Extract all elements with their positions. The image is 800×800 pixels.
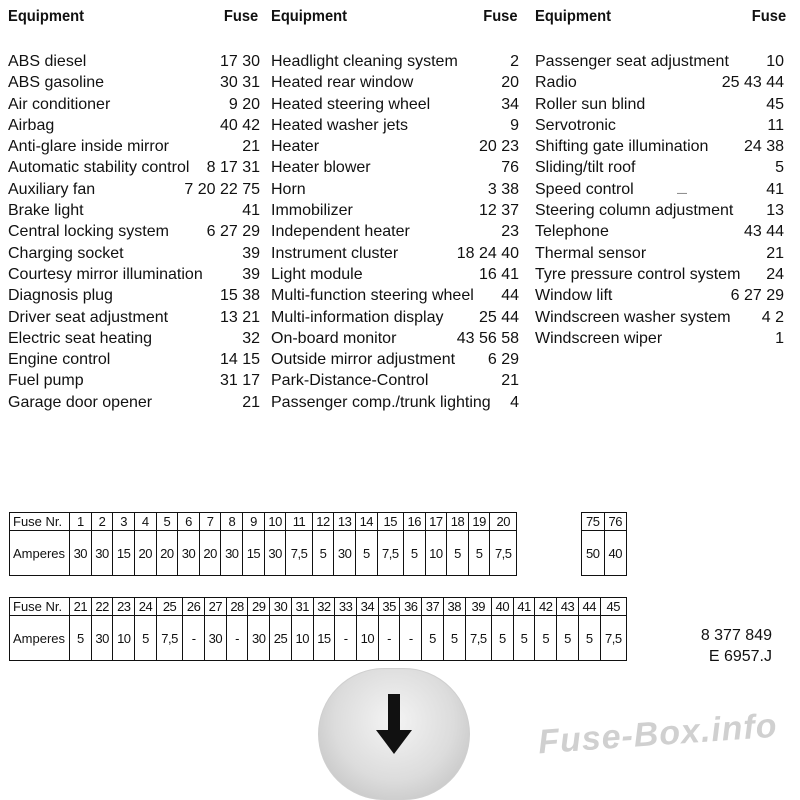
equipment-fuses: 12 37 (478, 202, 519, 220)
fuse-number-cell: 16 (403, 513, 425, 531)
equipment-fuses: 17 30 (219, 53, 260, 70)
equipment-row (8, 221, 260, 242)
fuse-number-cell: 14 (355, 513, 377, 531)
fuse-number-cell: 18 (447, 513, 469, 531)
equipment-column-3 (535, 6, 787, 347)
watermark: Fuse-Box.info (537, 706, 779, 762)
amperes-cell: 15 (113, 531, 135, 576)
equipment-name: Heater (271, 138, 320, 156)
equipment-fuses: 21 (501, 372, 519, 390)
amperes-row (582, 531, 627, 576)
equipment-fuses: 7 20 22 75 (184, 180, 260, 198)
column-header (271, 6, 518, 28)
fuse-number-cell: 43 (557, 598, 579, 616)
fuse-number-cell: 3 (113, 513, 135, 531)
equipment-name: Horn (271, 180, 306, 198)
amperes-cell: 7,5 (490, 531, 517, 576)
equipment-fuses: 30 31 (219, 74, 260, 92)
fuse-number-cell: 31 (291, 598, 313, 616)
equipment-row (8, 157, 260, 178)
equipment-row (535, 285, 784, 306)
row-label-amperes: Amperes (10, 616, 70, 661)
equipment-fuses: 25 43 44 (721, 74, 784, 92)
equipment-row (271, 370, 519, 391)
equipment-fuses: 10 (766, 53, 784, 70)
equipment-row (271, 328, 519, 349)
equipment-fuses: 9 20 (228, 95, 260, 113)
equipment-row (535, 179, 784, 200)
fuse-number-cell: 76 (604, 513, 627, 531)
equipment-fuses: 23 (501, 223, 519, 241)
equipment-fuses: 41 (766, 180, 784, 198)
amperes-cell: 25 (270, 616, 292, 661)
amperes-cell: - (378, 616, 400, 661)
fuse-number-cell: 1 (70, 513, 92, 531)
equipment-fuses: 1 (775, 329, 784, 347)
equipment-fuses: 6 27 29 (730, 287, 784, 305)
equipment-fuses: 14 15 (219, 351, 260, 369)
equipment-fuses: 15 38 (219, 287, 260, 305)
amperes-cell: 10 (357, 616, 379, 661)
equipment-row (271, 221, 519, 242)
fuse-number-cell: 6 (178, 513, 200, 531)
equipment-row (271, 243, 519, 264)
amperes-cell: 7,5 (286, 531, 312, 576)
fuse-number-cell: 23 (113, 598, 135, 616)
equipment-name: Park-Distance-Control (271, 372, 429, 390)
equipment-fuses: 39 (242, 265, 260, 283)
equipment-name: Roller sun blind (535, 95, 646, 113)
equipment-name: Airbag (8, 116, 55, 134)
equipment-name: Instrument cluster (271, 244, 399, 262)
equipment-row (271, 51, 519, 72)
amperes-cell: 7,5 (465, 616, 491, 661)
fuse-number-cell: 4 (134, 513, 156, 531)
equipment-row (535, 221, 784, 242)
equipment-row (8, 370, 260, 391)
fuse-number-cell: 21 (70, 598, 92, 616)
equipment-row (8, 200, 260, 221)
fuse-number-cell: 35 (378, 598, 400, 616)
equipment-name: Headlight cleaning system (271, 53, 458, 70)
equipment-row (535, 94, 784, 115)
equipment-row (271, 200, 519, 221)
down-arrow-icon (374, 690, 414, 760)
equipment-name: Auxiliary fan (8, 180, 96, 198)
equipment-name: Air conditioner (8, 95, 111, 113)
equipment-fuses: 21 (242, 393, 260, 411)
equipment-fuses: 21 (766, 244, 784, 262)
equipment-name: On-board monitor (271, 329, 397, 347)
fuse-table-21-45 (9, 597, 627, 661)
amperes-cell: - (183, 616, 205, 661)
equipment-fuses: 6 29 (487, 351, 519, 369)
equipment-name: Engine control (8, 351, 111, 369)
amperes-cell: 7,5 (377, 531, 403, 576)
fuse-number-cell: 26 (183, 598, 205, 616)
equipment-name: Heated rear window (271, 74, 414, 92)
amperes-cell: 5 (468, 531, 490, 576)
equipment-name: Servotronic (535, 116, 616, 134)
amperes-cell: - (335, 616, 357, 661)
equipment-name: ABS gasoline (8, 74, 105, 92)
amperes-cell: 30 (70, 531, 92, 576)
equipment-name: Electric seat heating (8, 329, 153, 347)
amperes-cell: 5 (535, 616, 557, 661)
column-header (535, 6, 787, 28)
header-fuse: Fuse (751, 8, 787, 25)
equipment-list (271, 51, 519, 413)
amperes-cell: 7,5 (156, 616, 182, 661)
equipment-row (271, 115, 519, 136)
equipment-fuses: 8 17 31 (206, 159, 260, 177)
amperes-cell: 30 (221, 531, 243, 576)
header-fuse: Fuse (223, 8, 259, 25)
row-label-fuse-nr: Fuse Nr. (10, 513, 70, 531)
equipment-row (8, 115, 260, 136)
fuse-number-cell: 17 (425, 513, 447, 531)
amperes-cell: 5 (70, 616, 92, 661)
fuse-number-cell: 24 (135, 598, 157, 616)
equipment-fuses: 24 38 (743, 138, 784, 156)
equipment-fuses: 32 (242, 329, 260, 347)
equipment-fuses: 2 (510, 53, 519, 70)
equipment-row (8, 285, 260, 306)
equipment-name: ABS diesel (8, 53, 87, 70)
amperes-cell: 5 (355, 531, 377, 576)
equipment-row (535, 72, 784, 93)
equipment-name: Multi-information display (271, 308, 444, 326)
equipment-name: Charging socket (8, 244, 124, 262)
equipment-name: Immobilizer (271, 202, 353, 220)
equipment-name: Garage door opener (8, 393, 153, 411)
equipment-name: Outside mirror adjustment (271, 351, 456, 369)
equipment-name: Speed control (535, 180, 634, 198)
fuse-number-cell: 44 (578, 598, 600, 616)
equipment-name: Passenger seat adjustment (535, 53, 729, 70)
equipment-name: Radio (535, 74, 577, 92)
equipment-fuses: 76 (501, 159, 519, 177)
fuse-number-cell: 9 (243, 513, 265, 531)
fuse-number-cell: 10 (264, 513, 286, 531)
equipment-row (535, 307, 784, 328)
fuse-number-cell: 30 (270, 598, 292, 616)
amperes-cell: 30 (248, 616, 270, 661)
amperes-cell: 5 (447, 531, 469, 576)
amperes-cell: 30 (334, 531, 356, 576)
equipment-fuses: 31 17 (219, 372, 260, 390)
equipment-fuses: 4 (510, 393, 519, 411)
fuse-number-cell: 27 (204, 598, 226, 616)
fuse-number-cell: 37 (422, 598, 444, 616)
equipment-fuses: 13 21 (219, 308, 260, 326)
fuse-number-cell: 40 (491, 598, 513, 616)
print-mark: — (677, 188, 687, 199)
equipment-name: Heated washer jets (271, 116, 408, 134)
equipment-row (271, 307, 519, 328)
equipment-list (535, 51, 784, 349)
equipment-row (271, 136, 519, 157)
equipment-fuses: 24 (766, 265, 784, 283)
amperes-cell: 30 (178, 531, 200, 576)
equipment-name: Brake light (8, 202, 84, 220)
equipment-name: Windscreen wiper (535, 329, 663, 347)
equipment-name: Anti-glare inside mirror (8, 138, 169, 156)
amperes-cell: 5 (135, 616, 157, 661)
fuse-number-cell: 33 (335, 598, 357, 616)
equipment-column-1 (8, 6, 260, 411)
amperes-cell: 5 (443, 616, 465, 661)
amperes-cell: 5 (557, 616, 579, 661)
edition-code: E 6957.J (708, 648, 772, 665)
amperes-row (10, 531, 517, 576)
equipment-fuses: 4 2 (761, 308, 784, 326)
equipment-row (8, 51, 260, 72)
equipment-name: Heated steering wheel (271, 95, 431, 113)
fuse-number-cell: 36 (400, 598, 422, 616)
fuse-number-cell: 45 (600, 598, 626, 616)
equipment-name: Steering column adjustment (535, 202, 734, 220)
equipment-row (8, 264, 260, 285)
fuse-number-cell: 75 (582, 513, 605, 531)
header-fuse: Fuse (483, 8, 518, 25)
amperes-row (10, 616, 627, 661)
fuse-number-cell: 22 (91, 598, 113, 616)
equipment-row (535, 136, 784, 157)
equipment-name: Independent heater (271, 223, 410, 241)
row-label-amperes: Amperes (10, 531, 70, 576)
amperes-cell: 5 (491, 616, 513, 661)
fuse-number-cell: 42 (535, 598, 557, 616)
equipment-row (535, 115, 784, 136)
equipment-column-2 (271, 6, 519, 411)
equipment-row (8, 349, 260, 370)
fuse-number-cell: 32 (313, 598, 335, 616)
fuse-number-row (582, 513, 627, 531)
equipment-row (535, 51, 784, 72)
equipment-row (8, 307, 260, 328)
amperes-cell: 30 (91, 531, 113, 576)
amperes-cell: 20 (134, 531, 156, 576)
amperes-cell: 30 (91, 616, 113, 661)
fuse-number-cell: 15 (377, 513, 403, 531)
amperes-cell: 10 (291, 616, 313, 661)
fuse-number-cell: 39 (465, 598, 491, 616)
equipment-row (271, 285, 519, 306)
equipment-name: Thermal sensor (535, 244, 647, 262)
fuse-number-row (10, 598, 627, 616)
equipment-row (271, 264, 519, 285)
equipment-fuses: 43 56 58 (456, 329, 519, 347)
equipment-name: Window lift (535, 287, 613, 305)
fuse-number-cell: 41 (513, 598, 535, 616)
equipment-name: Shifting gate illumination (535, 138, 709, 156)
equipment-fuses: 39 (242, 244, 260, 262)
equipment-row (271, 72, 519, 93)
equipment-fuses: 34 (501, 95, 519, 113)
fuse-table-75-76 (581, 512, 627, 576)
equipment-row (8, 328, 260, 349)
equipment-fuses: 3 38 (487, 180, 519, 198)
equipment-name: Sliding/tilt roof (535, 159, 636, 177)
equipment-name: Windscreen washer system (535, 308, 731, 326)
equipment-row (8, 136, 260, 157)
equipment-row (271, 157, 519, 178)
fuse-number-cell: 11 (286, 513, 312, 531)
amperes-cell: 10 (113, 616, 135, 661)
equipment-row (8, 179, 260, 200)
amperes-cell: 10 (425, 531, 447, 576)
equipment-row (535, 328, 784, 349)
amperes-cell: 15 (313, 616, 335, 661)
fuse-number-cell: 8 (221, 513, 243, 531)
equipment-fuses: 6 27 29 (206, 223, 260, 241)
amperes-cell: 30 (204, 616, 226, 661)
equipment-name: Automatic stability control (8, 159, 190, 177)
equipment-fuses: 41 (242, 202, 260, 220)
amperes-cell: 5 (312, 531, 334, 576)
amperes-cell: 5 (422, 616, 444, 661)
equipment-row (535, 264, 784, 285)
equipment-fuses: 5 (775, 159, 784, 177)
fuse-number-cell: 13 (334, 513, 356, 531)
equipment-row (271, 392, 519, 413)
row-label-fuse-nr: Fuse Nr. (10, 598, 70, 616)
fuse-number-cell: 7 (199, 513, 221, 531)
fuse-number-cell: 19 (468, 513, 490, 531)
fuse-number-cell: 12 (312, 513, 334, 531)
equipment-name: Heater blower (271, 159, 371, 177)
equipment-name: Central locking system (8, 223, 169, 241)
equipment-name: Courtesy mirror illumination (8, 265, 203, 283)
amperes-cell: - (226, 616, 248, 661)
equipment-fuses: 9 (510, 116, 519, 134)
equipment-row (8, 72, 260, 93)
equipment-fuses: 45 (766, 95, 784, 113)
equipment-fuses: 44 (501, 287, 519, 305)
amperes-cell: 50 (582, 531, 605, 576)
fuse-number-cell: 20 (490, 513, 517, 531)
header-equipment: Equipment (535, 8, 612, 25)
equipment-name: Fuel pump (8, 372, 84, 390)
equipment-name: Passenger comp./trunk lighting (271, 393, 491, 411)
equipment-row (535, 157, 784, 178)
amperes-cell: 7,5 (600, 616, 626, 661)
equipment-fuses: 20 (501, 74, 519, 92)
equipment-list (8, 51, 260, 413)
header-equipment: Equipment (271, 8, 348, 25)
equipment-fuses: 21 (242, 138, 260, 156)
amperes-cell: 5 (578, 616, 600, 661)
equipment-row (535, 200, 784, 221)
fuse-table-1-20 (9, 512, 517, 576)
fuse-number-row (10, 513, 517, 531)
equipment-fuses: 16 41 (478, 265, 519, 283)
equipment-fuses: 25 44 (478, 308, 519, 326)
equipment-fuses: 40 42 (219, 116, 260, 134)
amperes-cell: 15 (243, 531, 265, 576)
equipment-row (271, 94, 519, 115)
equipment-fuses: 43 44 (743, 223, 784, 241)
part-number: 8 377 849 (700, 627, 772, 644)
equipment-fuses: 11 (767, 116, 784, 134)
equipment-name: Light module (271, 265, 363, 283)
equipment-row (8, 94, 260, 115)
equipment-name: Tyre pressure control system (535, 265, 741, 283)
equipment-row (8, 392, 260, 413)
amperes-cell: 5 (513, 616, 535, 661)
equipment-name: Diagnosis plug (8, 287, 113, 305)
fuse-number-cell: 5 (156, 513, 178, 531)
equipment-name: Multi-function steering wheel (271, 287, 474, 305)
equipment-row (271, 349, 519, 370)
header-equipment: Equipment (8, 8, 85, 25)
fuse-number-cell: 2 (91, 513, 113, 531)
equipment-name: Telephone (535, 223, 609, 241)
column-header (8, 6, 259, 28)
equipment-name: Driver seat adjustment (8, 308, 169, 326)
equipment-row (271, 179, 519, 200)
amperes-cell: 20 (199, 531, 221, 576)
fuse-number-cell: 29 (248, 598, 270, 616)
equipment-row (8, 243, 260, 264)
fuse-number-cell: 28 (226, 598, 248, 616)
fuse-number-cell: 25 (156, 598, 182, 616)
fuse-number-cell: 34 (357, 598, 379, 616)
amperes-cell: 20 (156, 531, 178, 576)
amperes-cell: - (400, 616, 422, 661)
equipment-fuses: 18 24 40 (456, 244, 519, 262)
equipment-row (535, 243, 784, 264)
amperes-cell: 5 (403, 531, 425, 576)
amperes-cell: 40 (604, 531, 627, 576)
equipment-fuses: 20 23 (478, 138, 519, 156)
fuse-number-cell: 38 (443, 598, 465, 616)
amperes-cell: 30 (264, 531, 286, 576)
equipment-fuses: 13 (766, 202, 784, 220)
